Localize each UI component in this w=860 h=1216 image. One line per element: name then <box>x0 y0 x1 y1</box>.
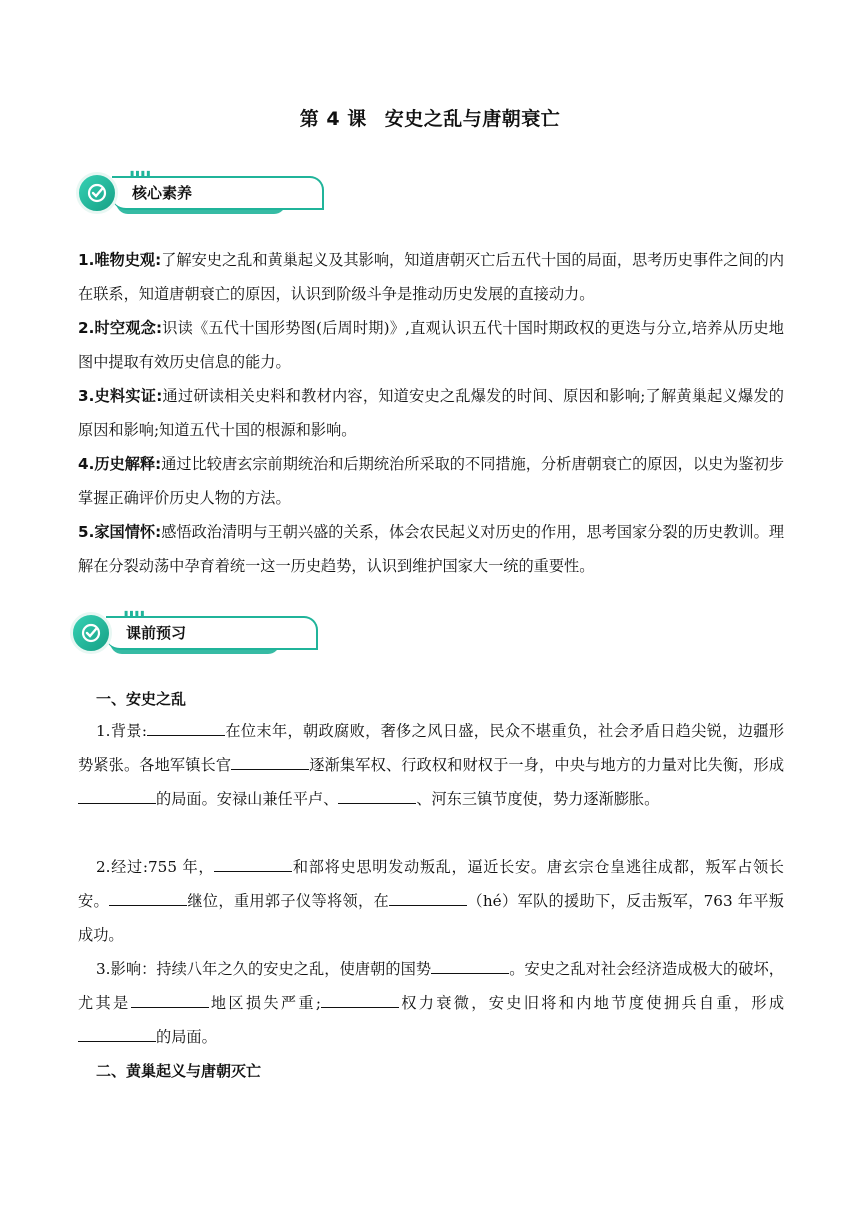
preview-process <box>78 850 784 952</box>
preview-background <box>78 714 784 816</box>
text-run: 继位，重用郭子仪等将领，在 <box>187 892 390 910</box>
fill-blank[interactable] <box>338 789 416 804</box>
text-run: 在位末年，朝政腐败，奢侈之风日盛，民众不堪重负，社会矛盾日趋尖锐，边疆形势紧张。各地军镇长官 <box>78 722 785 774</box>
section-badge-core <box>76 169 316 224</box>
core-item-3 <box>78 379 784 447</box>
preview-impact <box>78 952 784 1054</box>
fill-blank[interactable] <box>131 993 209 1008</box>
badge-tab <box>112 176 324 210</box>
badge-dots: ▮▮▮▮ <box>130 169 152 178</box>
heading-anshi: 一、安史之乱 <box>96 690 187 708</box>
core-item-head: 4.历史解释: <box>78 455 162 473</box>
text-run: 的局面。安禄山兼任平卢、 <box>156 790 339 808</box>
text-run: 、河东三镇节度使，势力逐渐膨胀。 <box>416 790 660 808</box>
text-run: 权力衰微，安史旧将和内地节度使拥兵自重，形成 <box>398 994 785 1012</box>
fill-blank[interactable] <box>389 891 467 906</box>
core-item-text: 了解安史之乱和黄巢起义及其影响，知道唐朝灭亡后五代十国的局面，思考历史事件之间的内在联系，知道唐朝衰亡的原因，认识到阶级斗争是推动历史发展的直接动力。 <box>78 251 785 303</box>
fill-blank[interactable] <box>78 1027 156 1042</box>
badge-dots: ▮▮▮▮ <box>124 609 146 618</box>
check-icon <box>76 172 118 214</box>
core-item-2 <box>78 311 784 379</box>
text-run: 1.背景: <box>96 722 148 740</box>
text-run: 。安史之乱对社会经济造成极大的破坏，尤其是 <box>78 960 784 1012</box>
core-item-text: 识读《五代十国形势图(后周时期)》,直观认识五代十国时期政权的更迭与分立,培养从历史地图中提取有效历史信息的能力。 <box>78 319 784 371</box>
core-item-1 <box>78 243 784 311</box>
fill-blank[interactable] <box>231 755 309 770</box>
core-item-5 <box>78 515 784 583</box>
lesson-title: 安史之乱与唐朝衰亡 <box>384 108 561 130</box>
text-run: 的局面。 <box>156 1028 217 1046</box>
text-run: 2.经过:755 年， <box>96 858 215 876</box>
text-run: 3.影响：持续八年之久的安史之乱，使唐朝的国势 <box>96 960 432 978</box>
fill-blank[interactable] <box>431 959 509 974</box>
heading-huangchao: 二、黄巢起义与唐朝灭亡 <box>96 1062 262 1080</box>
check-icon <box>70 612 112 654</box>
section-label-core: 核心素养 <box>132 184 193 202</box>
text-run: 逐渐集军权、行政权和财权于一身，中央与地方的力量对比失衡，形成 <box>309 756 785 774</box>
fill-blank[interactable] <box>147 721 225 736</box>
core-item-head: 2.时空观念: <box>78 319 163 337</box>
text-run: 地区损失严重; <box>208 994 321 1012</box>
text-run: 和部将史思明发动叛乱，逼近长安。唐玄宗仓皇逃往成都，叛军占领长安。 <box>78 858 784 910</box>
fill-blank[interactable] <box>109 891 187 906</box>
section-badge-preview <box>70 609 310 664</box>
core-item-text: 通过比较唐玄宗前期统治和后期统治所采取的不同措施，分析唐朝衰亡的原因，以史为鉴初步掌握正确评价历史人物的方法。 <box>78 455 785 507</box>
core-item-4 <box>78 447 784 515</box>
text-run: （hé）军队的援助下，反击叛军，763 年平叛成功。 <box>78 892 784 944</box>
core-item-text: 通过研读相关史料和教材内容，知道安史之乱爆发的时间、原因和影响;了解黄巢起义爆发的原因和影响;知道五代十国的根源和影响。 <box>78 387 784 439</box>
core-item-text: 感悟政治清明与王朝兴盛的关系，体会农民起义对历史的作用，思考国家分裂的历史教训。理解在分裂动荡中孕育着统一这一历史趋势，认识到维护国家大一统的重要性。 <box>78 523 785 575</box>
fill-blank[interactable] <box>78 789 156 804</box>
page-title <box>0 104 860 131</box>
core-item-head: 5.家国情怀: <box>78 523 162 541</box>
core-item-head: 1.唯物史观: <box>78 251 162 269</box>
lesson-number: 第 4 课 <box>299 108 367 130</box>
badge-tab <box>106 616 318 650</box>
section-label-preview: 课前预习 <box>126 624 187 642</box>
fill-blank[interactable] <box>321 993 399 1008</box>
fill-blank[interactable] <box>214 857 292 872</box>
core-item-head: 3.史料实证: <box>78 387 163 405</box>
